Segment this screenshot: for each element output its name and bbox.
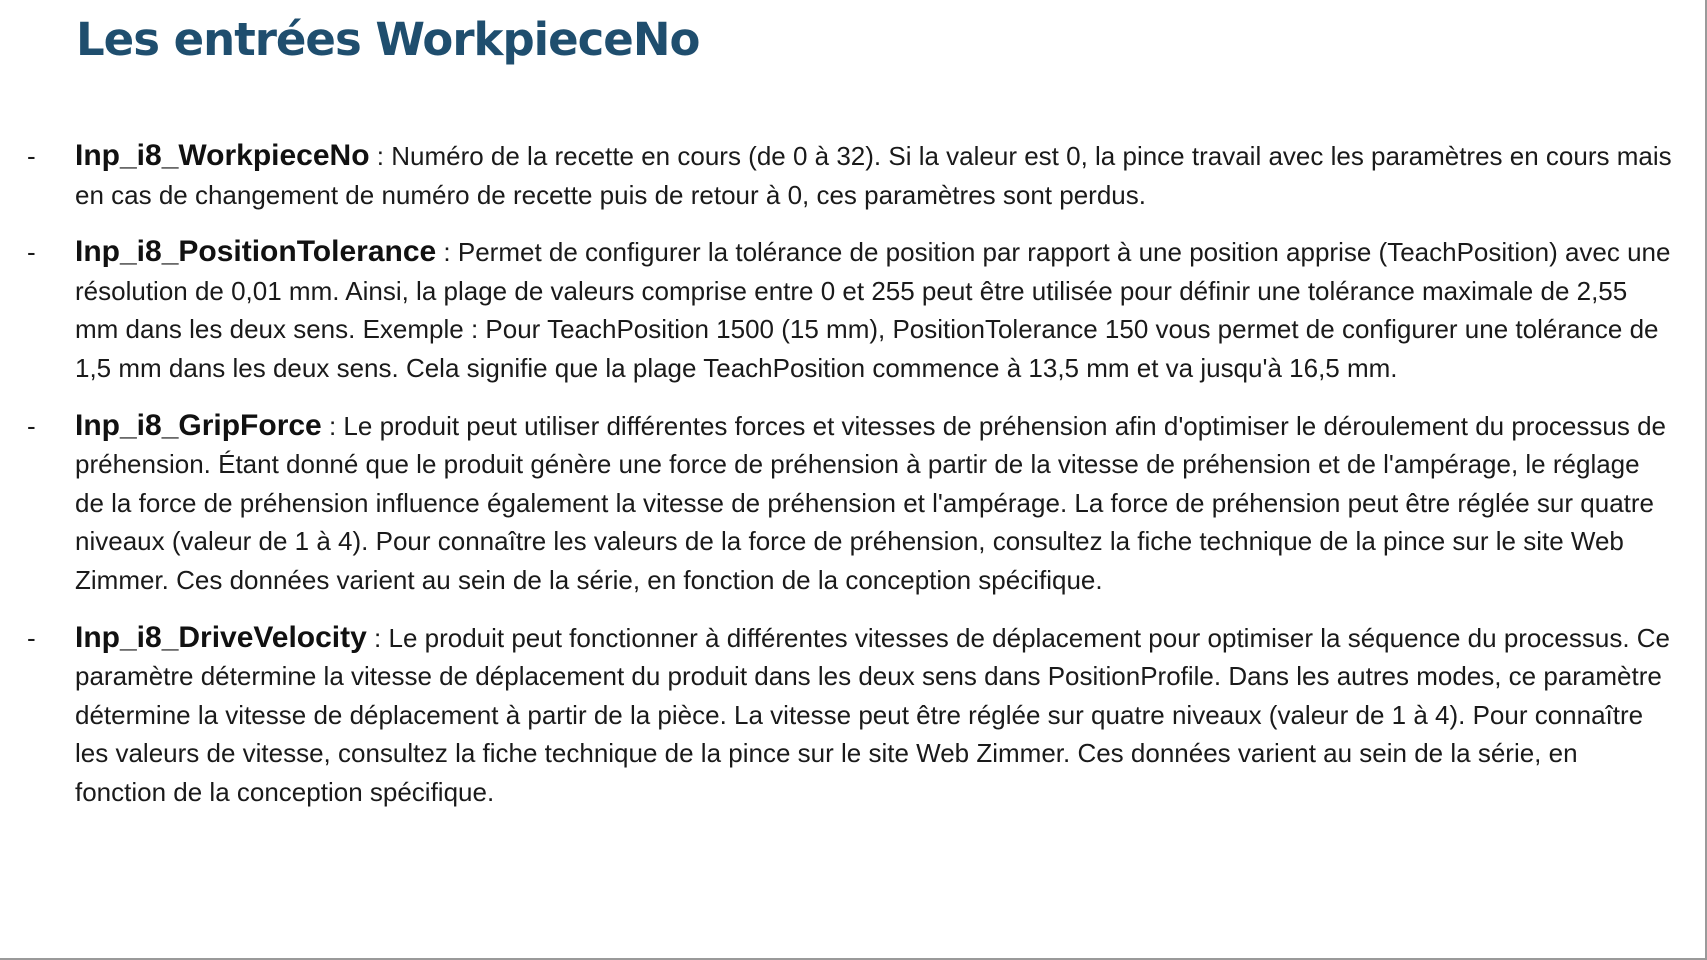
parameter-name: Inp_i8_WorkpieceNo	[75, 139, 370, 172]
bullet-dash: -	[27, 237, 36, 268]
list-item	[0, 137, 1707, 214]
bullet-dash: -	[27, 622, 36, 653]
parameter-name: Inp_i8_PositionTolerance	[75, 235, 437, 269]
bullet-dash: -	[27, 410, 36, 441]
list-item	[0, 233, 1707, 387]
parameter-description: : Le produit peut utiliser différentes forces et vitesses de préhension afin d'optimiser le déroulement du processus de préhension. Étant donné que le produit génère une force de préhension à partir de la vitesse de préhension et de l'ampérage, le réglage de la force de préhension influence également la vitesse de préhension et l'ampérage. La force de préhension peut être réglée sur quatre niveaux (valeur de 1 à 4). Pour connaître les valeurs de la force de préhension, consultez la fiche technique de la pince sur le site Web Zimmer. Ces données varient au sein de la série, en fonction de la conception spécifique.	[75, 410, 1674, 595]
page-title: Les entrées WorkpieceNo	[76, 13, 700, 66]
list-item	[0, 407, 1707, 600]
parameter-name: Inp_i8_DriveVelocity	[75, 620, 367, 654]
list-item	[0, 619, 1707, 812]
parameter-list	[0, 137, 1707, 831]
parameter-description: : Permet de configurer la tolérance de position par rapport à une position apprise (TeachPosition) avec une résolution de 0,01 mm. Ainsi, la plage de valeurs comprise entre 0 et 255 peut être utilisée pour définir une tolérance maximale de 2,55 mm dans les deux sens. Exemple : Pour TeachPosition 1500 (15 mm), PositionTolerance 150 vous permet de configurer une tolérance de 1,5 mm dans les deux sens. Cela signifie que la plage TeachPosition commence à 13,5 mm et va jusqu'à 16,5 mm.	[75, 237, 1678, 383]
parameter-name: Inp_i8_GripForce	[75, 408, 322, 442]
parameter-description: : Le produit peut fonctionner à différentes vitesses de déplacement pour optimiser la séquence du processus. Ce paramètre détermine la vitesse de déplacement du produit dans les deux sens dans PositionProfile. Dans les autres modes, ce paramètre détermine la vitesse de déplacement à partir de la pièce. La vitesse peut être réglée sur quatre niveaux (valeur de 1 à 4). Pour connaître les valeurs de vitesse, consultez la fiche technique de la pince sur le site Web Zimmer. Ces données varient au sein de la série, en fonction de la conception spécifique.	[75, 622, 1678, 807]
bullet-dash: -	[27, 141, 36, 171]
parameter-description: : Numéro de la recette en cours (de 0 à 32). Si la valeur est 0, la pince travail avec les paramètres en cours mais en cas de changement de numéro de recette puis de retour à 0, ces paramètres sont perdus.	[75, 141, 1679, 210]
